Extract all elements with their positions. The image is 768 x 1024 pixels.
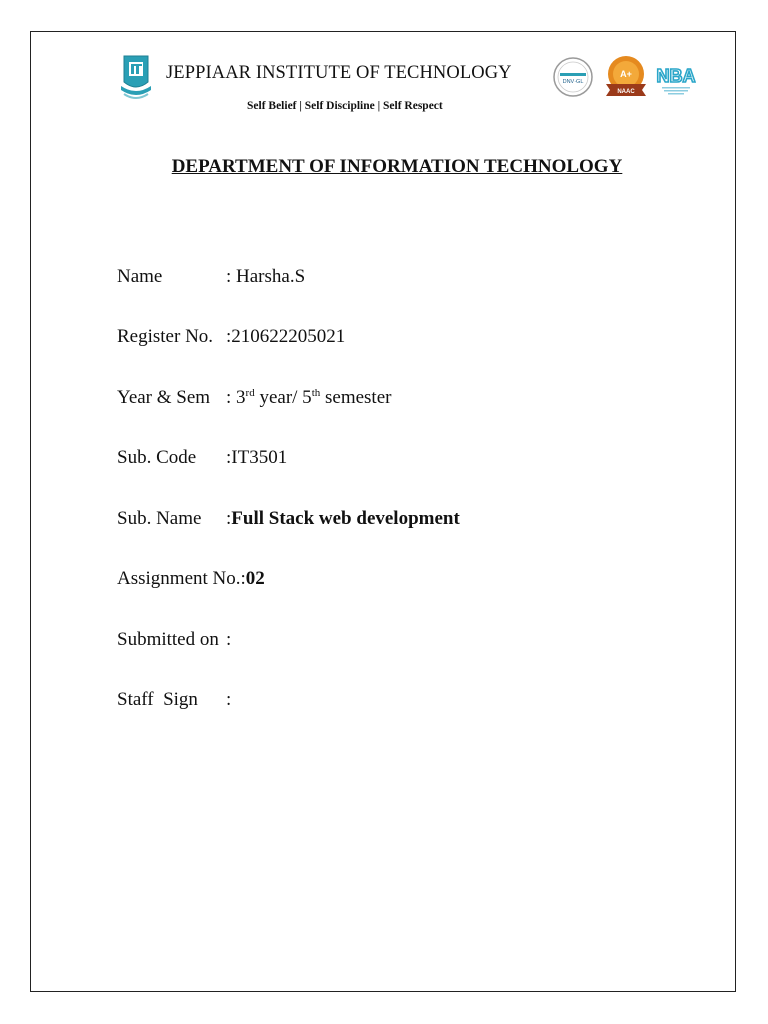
field-label: Staff Sign	[117, 689, 198, 710]
field-label: Year & Sem	[117, 387, 211, 408]
jit-logo-icon	[118, 52, 154, 104]
dnv-badge-text: DNV·GL	[562, 79, 584, 85]
field-label: Name	[117, 266, 163, 287]
field-label: Assignment No.:02	[117, 568, 265, 589]
field-value: :	[226, 689, 232, 710]
field-label: Sub. Name	[117, 508, 202, 529]
field-label: Sub. Code	[117, 447, 197, 468]
field-value: :	[226, 629, 232, 650]
field-value: :Full Stack web development	[226, 508, 460, 529]
nba-logo-text: NBA	[656, 66, 696, 86]
naac-grade-text: A+	[620, 69, 632, 79]
nba-badge	[656, 58, 696, 100]
naac-badge	[602, 54, 650, 100]
field-label: Submitted on	[117, 629, 219, 650]
institute-motto: Self Belief | Self Discipline | Self Respect	[247, 100, 443, 112]
field-value: :210622205021	[226, 326, 346, 347]
dnv-certification-badge	[552, 56, 594, 98]
field-value: :IT3501	[226, 447, 288, 468]
field-label: Register No.	[117, 326, 214, 347]
field-value: : 3rd year/ 5th semester	[226, 387, 392, 408]
naac-ribbon-text: NAAC	[617, 89, 635, 95]
field-value: : Harsha.S	[226, 266, 306, 287]
institute-name: JEPPIAAR INSTITUTE OF TECHNOLOGY	[166, 63, 512, 83]
assignment-number: 02	[245, 568, 265, 589]
department-title: DEPARTMENT OF INFORMATION TECHNOLOGY	[171, 156, 623, 177]
